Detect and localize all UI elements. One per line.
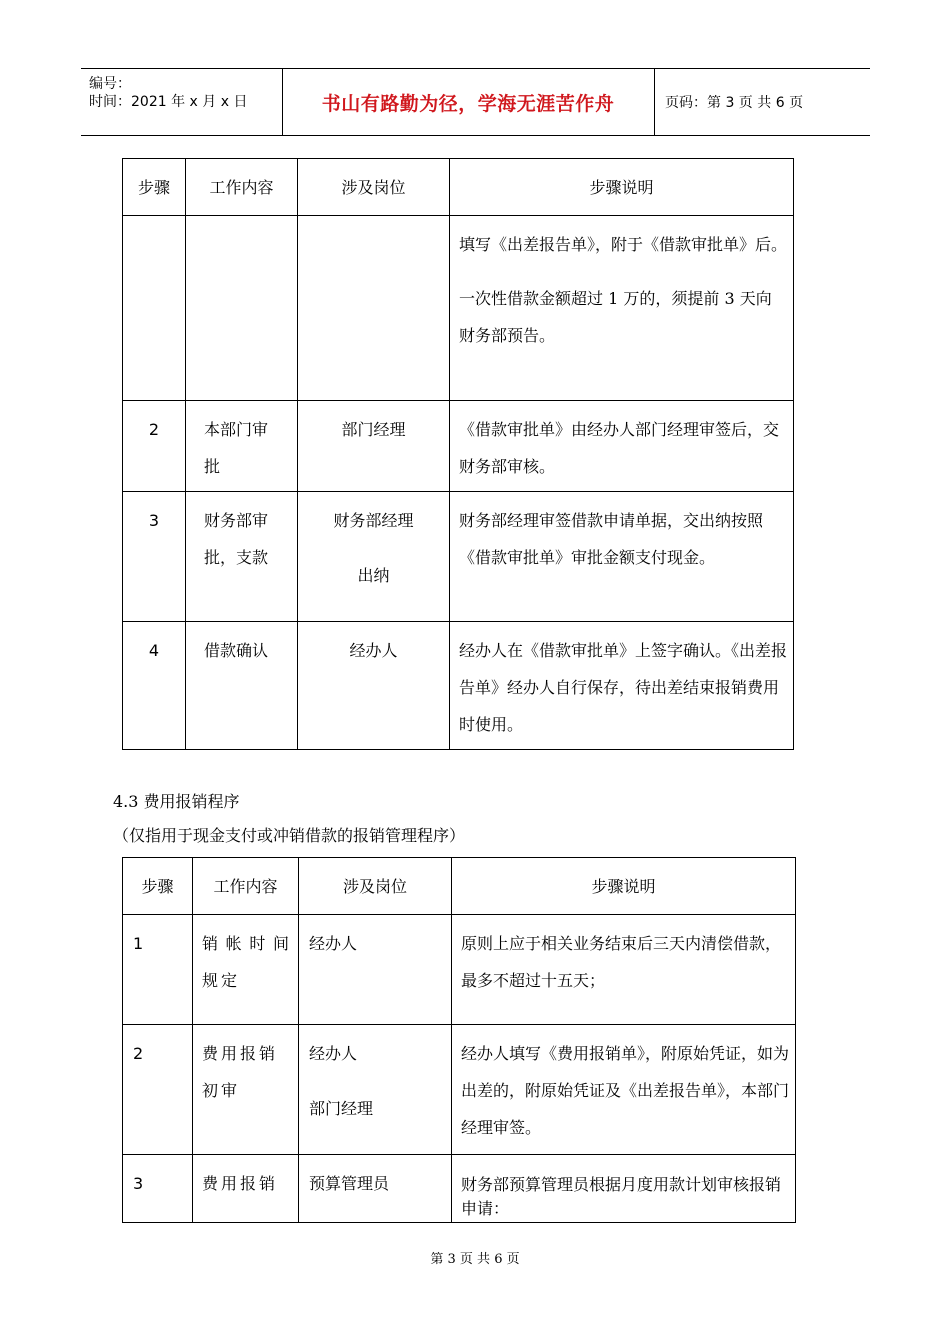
post-cell: 预算管理员 xyxy=(299,1155,452,1223)
reimbursement-procedure-table xyxy=(122,857,796,1223)
post-line: 经办人 xyxy=(309,1044,358,1063)
motto: 书山有路勤为径，学海无涯苦作舟 xyxy=(321,92,615,115)
post-line: 部门经理 xyxy=(309,1099,374,1118)
header-desc: 步骤说明 xyxy=(450,159,794,216)
desc-cell: 财务部预算管理员根据月度用款计划审核报销申请： xyxy=(452,1155,796,1223)
step-cell xyxy=(123,216,186,401)
content-cell: 销帐时间规定 xyxy=(193,915,299,1025)
table-row xyxy=(123,492,794,622)
section-note: （仅指用于现金支付或冲销借款的报销管理程序） xyxy=(113,826,466,845)
desc-cell: 原则上应于相关业务结束后三天内清偿借款，最多不超过十五天； xyxy=(452,915,796,1025)
section-title: 4.3 费用报销程序 xyxy=(113,792,240,811)
content-cell xyxy=(186,216,298,401)
header-page-cell xyxy=(655,69,870,135)
table-header-row xyxy=(123,858,796,915)
date-label: 时间：2021 年 x 月 x 日 xyxy=(89,94,248,110)
desc-cell: 经办人在《借款审批单》上签字确认。《出差报告单》经办人自行保存，待出差结束报销费用时使用。 xyxy=(450,622,794,750)
header-step: 步骤 xyxy=(123,858,193,915)
page-footer: 第 3 页 共 6 页 xyxy=(430,1252,520,1267)
desc-cell: 财务部经理审签借款申请单据，交出纳按照《借款审批单》审批金额支付现金。 xyxy=(450,492,794,622)
header-content: 工作内容 xyxy=(193,858,299,915)
table-row xyxy=(123,216,794,401)
header-content: 工作内容 xyxy=(186,159,298,216)
post-line: 财务部经理 xyxy=(333,511,414,530)
header-step: 步骤 xyxy=(123,159,186,216)
post-cell xyxy=(298,492,450,622)
header-post: 涉及岗位 xyxy=(298,159,450,216)
step-cell: 2 xyxy=(123,401,186,492)
desc-para: 填写《出差报告单》，附于《借款审批单》后。 xyxy=(459,235,788,254)
page-header xyxy=(81,68,870,136)
step-cell: 3 xyxy=(123,492,186,622)
step-cell: 2 xyxy=(123,1025,193,1155)
table-row xyxy=(123,1025,796,1155)
post-cell: 经办人 xyxy=(298,622,450,750)
header-motto-cell xyxy=(282,69,655,135)
content-cell: 借款确认 xyxy=(186,622,298,750)
content-cell: 财务部审批，支款 xyxy=(186,492,298,622)
step-cell: 4 xyxy=(123,622,186,750)
content-cell: 费用报销初审 xyxy=(193,1025,299,1155)
post-cell xyxy=(299,1025,452,1155)
table-row xyxy=(123,1155,796,1223)
desc-cell: 《借款审批单》由经办人部门经理审签后，交财务部审核。 xyxy=(450,401,794,492)
loan-procedure-table xyxy=(122,158,794,750)
table-row xyxy=(123,622,794,750)
header-meta xyxy=(81,69,283,135)
post-cell: 部门经理 xyxy=(298,401,450,492)
header-post: 涉及岗位 xyxy=(299,858,452,915)
step-cell: 1 xyxy=(123,915,193,1025)
desc-cell: 经办人填写《费用报销单》，附原始凭证，如为出差的，附原始凭证及《出差报告单》，本部门经理审签。 xyxy=(452,1025,796,1155)
desc-para: 一次性借款金额超过 1 万的，须提前 3 天向财务部预告。 xyxy=(459,289,772,345)
table-header-row xyxy=(123,159,794,216)
desc-cell xyxy=(450,216,794,401)
number-label: 编号： xyxy=(89,76,131,92)
content-cell: 本部门审批 xyxy=(186,401,298,492)
step-cell: 3 xyxy=(123,1155,193,1223)
post-cell: 经办人 xyxy=(299,915,452,1025)
page-info: 页码：第 3 页 共 6 页 xyxy=(665,95,804,111)
post-cell xyxy=(298,216,450,401)
header-desc: 步骤说明 xyxy=(452,858,796,915)
post-line: 出纳 xyxy=(357,566,390,585)
table-row xyxy=(123,401,794,492)
table-row xyxy=(123,915,796,1025)
content-cell: 费用报销 xyxy=(193,1155,299,1223)
